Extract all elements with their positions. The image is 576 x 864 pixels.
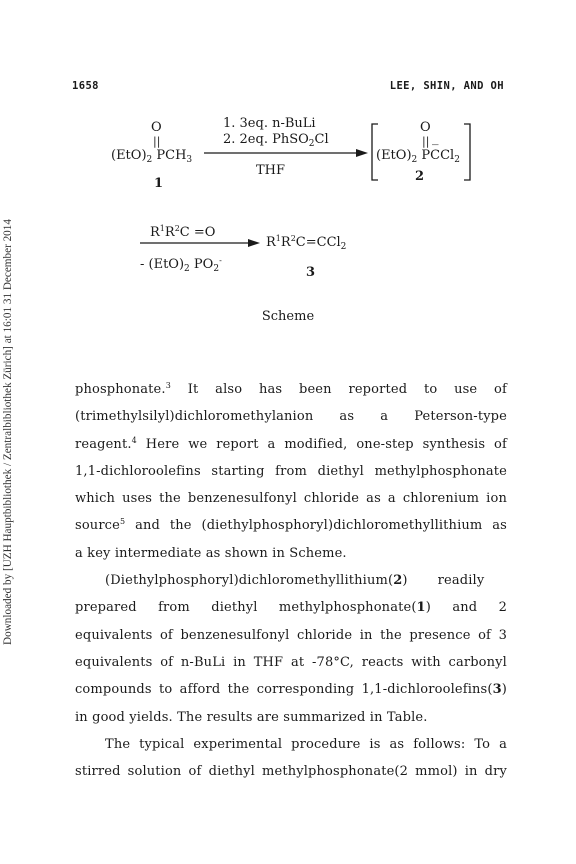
text-line: 1,1-dichloroolefins starting from diethyl methylphosphonate (75, 463, 507, 479)
page-number: 1658 (72, 80, 99, 92)
text-line: a key intermediate as shown in Scheme. (75, 545, 347, 561)
intermediate-oxygen: O (420, 120, 431, 135)
text-line: phosphonate.$^3$ It also has been reported to use of (75, 381, 507, 397)
arrow-head-2 (248, 239, 260, 247)
intermediate-formula: $(EtO)_2$ PCCl$_2$ (376, 148, 460, 165)
text-line: (trimethylsilyl)dichloromethylanion as a Peterson-type (75, 409, 507, 425)
product-formula: $R^1R^2C=CCl_2$ (266, 234, 347, 252)
text-line: source$^5$ and the (diethylphosphoryl)dichloromethyllithium as (75, 517, 507, 534)
intermediate-double-bond: || (422, 135, 430, 148)
condition-step-2: 2. 2eq. PhSO$_2$Cl (223, 132, 329, 149)
reactant-number: 1 (154, 176, 164, 191)
text-line: equivalents of n-BuLi in THF at -78°C, reacts with carbonyl (75, 654, 507, 670)
arrow-head-1 (356, 149, 368, 157)
text-line: in good yields. The results are summarized in Table. (75, 709, 428, 725)
reactant-formula: $(EtO)_2$ $PCH_3$ (111, 148, 193, 165)
text-line: prepared from diethyl methylphosphonate(1) and 2 (75, 600, 507, 616)
bracket-right (464, 124, 470, 180)
carbonyl-reagent: $R^1R^2C =O$ (150, 224, 216, 240)
running-header-authors: LEE, SHIN, AND OH (389, 80, 504, 92)
text-line: stirred solution of diethyl methylphosphonate(2 mmol) in dry (75, 764, 507, 780)
text-line: reagent.$^4$ Here we report a modified, one-step synthesis of (75, 435, 507, 452)
byproduct-formula: - $(EtO)_2$ $PO_2^-$ (140, 256, 222, 274)
reaction-scheme-graphics (0, 0, 576, 300)
intermediate-anion-mark: _ (432, 131, 439, 146)
article-body (75, 376, 507, 785)
reactant-oxygen: O (151, 120, 162, 135)
reactant-double-bond: || (153, 135, 161, 148)
text-line: (Diethylphosphoryl)dichloromethyllithium(2) readily (105, 573, 485, 589)
download-watermark: Downloaded by [UZH Hauptbibliothek / Zentralbibliothek Zürich] at 16:01 31 December 2014 (2, 219, 14, 645)
condition-step-1: 1. 3eq. n-BuLi (223, 116, 316, 131)
intermediate-number: 2 (415, 169, 425, 184)
text-line: which uses the benzenesulfonyl chloride as a chlorenium ion (75, 491, 507, 507)
scheme-caption: Scheme (261, 309, 315, 324)
text-line: compounds to afford the corresponding 1,1-dichloroolefins(3) (75, 682, 507, 698)
text-line: The typical experimental procedure is as follows: To a (105, 736, 507, 752)
text-line: equivalents of benzenesulfonyl chloride in the presence of 3 (75, 627, 507, 643)
solvent-label: THF (256, 163, 286, 178)
product-number: 3 (306, 265, 316, 280)
